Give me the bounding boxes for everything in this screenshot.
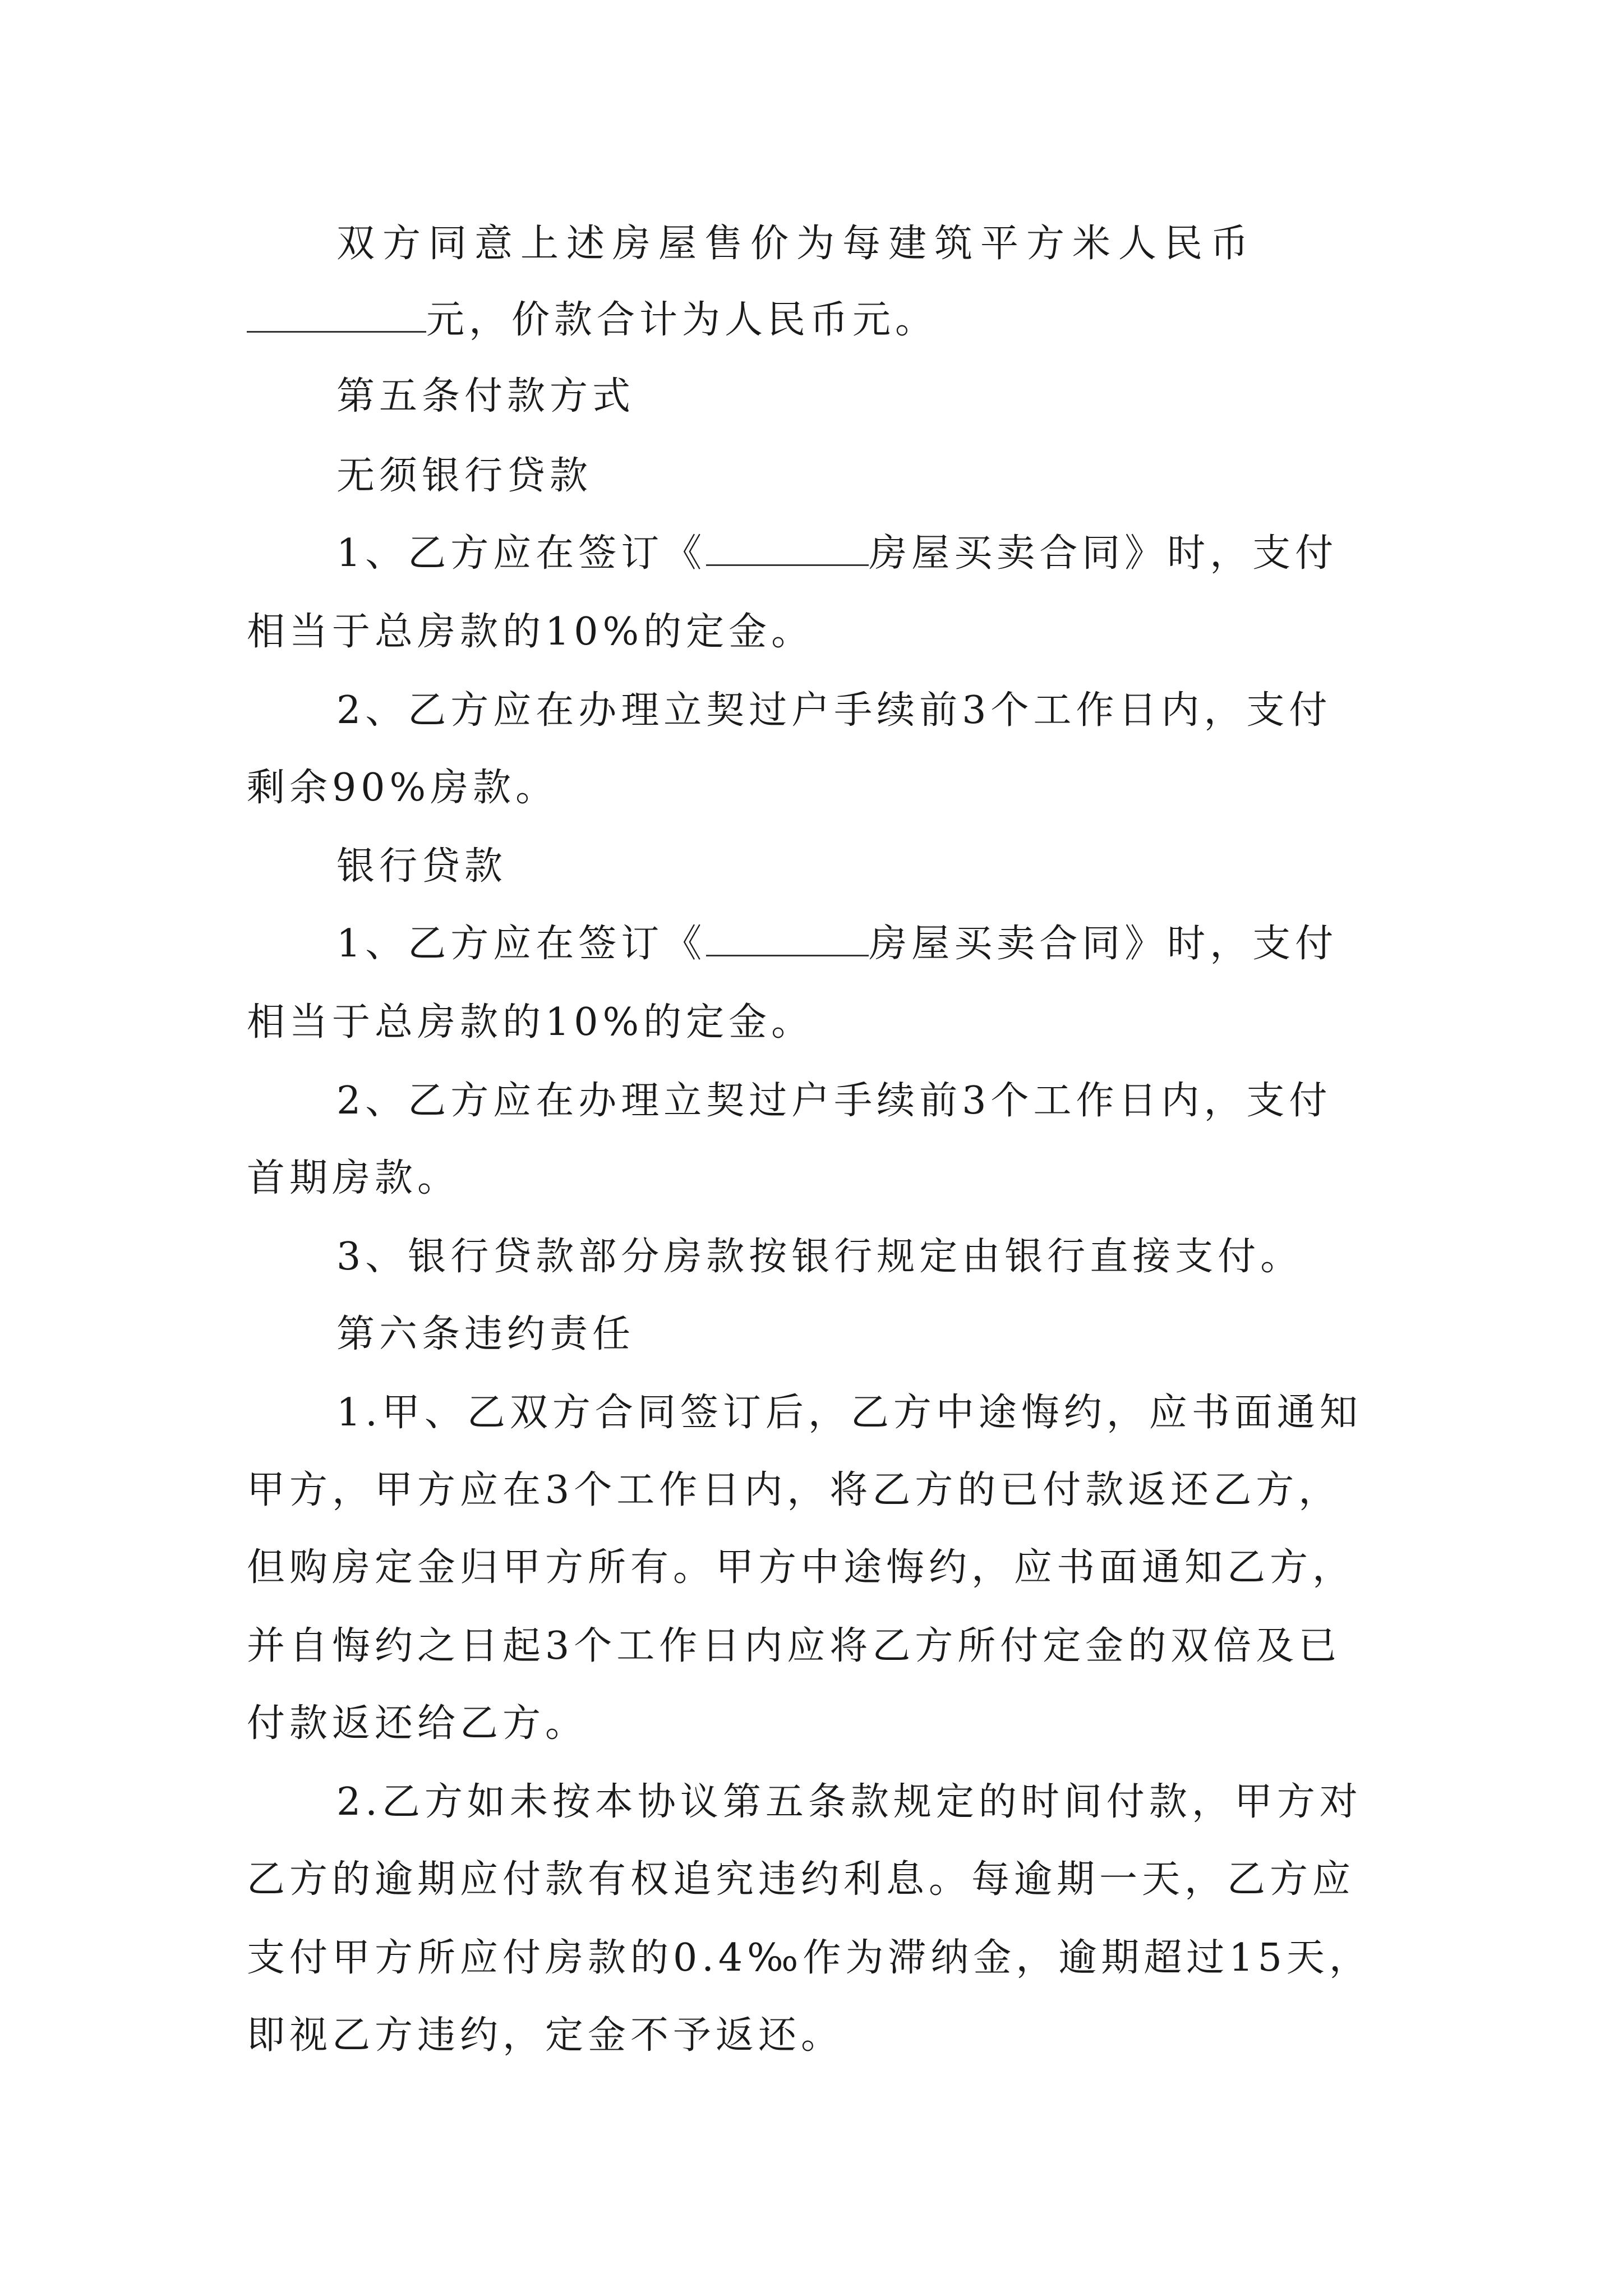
liability-2-line-2: 乙方的逾期应付款有权追究违约利息。每逾期一天，乙方应 bbox=[247, 1857, 1355, 1902]
blank-field bbox=[706, 921, 869, 956]
blank-field bbox=[247, 297, 426, 333]
paragraph-price-line-1: 双方同意上述房屋售价为每建筑平方米人民币 bbox=[336, 222, 1257, 266]
heading-article-6: 第六条违约责任 bbox=[336, 1312, 635, 1356]
subheading-bank-loan: 银行贷款 bbox=[336, 844, 508, 889]
item-loan-3: 3、银行贷款部分房款按银行规定由银行直接支付。 bbox=[336, 1235, 1303, 1279]
liability-1-line-2: 甲方，甲方应在3个工作日内，将乙方的已付款返还乙方， bbox=[247, 1468, 1341, 1512]
item-loan-1-line-2: 相当于总房款的10%的定金。 bbox=[247, 1000, 814, 1045]
liability-1-line-4: 并自悔约之日起3个工作日内应将乙方所付定金的双倍及已 bbox=[247, 1624, 1341, 1668]
item-loan-2-line-2: 首期房款。 bbox=[247, 1156, 460, 1200]
item-no-loan-1-line-2: 相当于总房款的10%的定金。 bbox=[247, 610, 814, 654]
item-no-loan-2-line-2: 剩余90%房款。 bbox=[247, 766, 559, 810]
subheading-no-loan: 无须银行贷款 bbox=[336, 454, 593, 498]
liability-1-line-5: 付款返还给乙方。 bbox=[247, 1701, 588, 1746]
item-no-loan-2-line-1: 2、乙方应在办理立契过户手续前3个工作日内，支付 bbox=[336, 688, 1332, 733]
item-loan-1-line-1: 1、乙方应在签订《 房屋买卖合同》时，支付 bbox=[336, 895, 1476, 993]
liability-2-line-4: 即视乙方违约，定金不予返还。 bbox=[247, 2013, 844, 2058]
item-no-loan-1-line-1: 1、乙方应在签订《 房屋买卖合同》时，支付 bbox=[336, 505, 1476, 602]
liability-2-line-3: 支付甲方所应付房款的0.4‰作为滞纳金，逾期超过15天， bbox=[247, 1936, 1372, 1980]
blank-field bbox=[706, 530, 869, 566]
liability-1-line-3: 但购房定金归甲方所有。甲方中途悔约，应书面通知乙方， bbox=[247, 1545, 1355, 1590]
heading-article-5: 第五条付款方式 bbox=[336, 374, 635, 418]
liability-1-line-1: 1.甲、乙双方合同签订后，乙方中途悔约，应书面通知 bbox=[336, 1391, 1362, 1435]
paragraph-price-line-2: 元，价款合计为人民币元。 bbox=[247, 272, 1386, 369]
liability-2-line-1: 2.乙方如未按本协议第五条款规定的时间付款，甲方对 bbox=[336, 1780, 1362, 1824]
item-loan-2-line-1: 2、乙方应在办理立契过户手续前3个工作日内，支付 bbox=[336, 1079, 1332, 1123]
